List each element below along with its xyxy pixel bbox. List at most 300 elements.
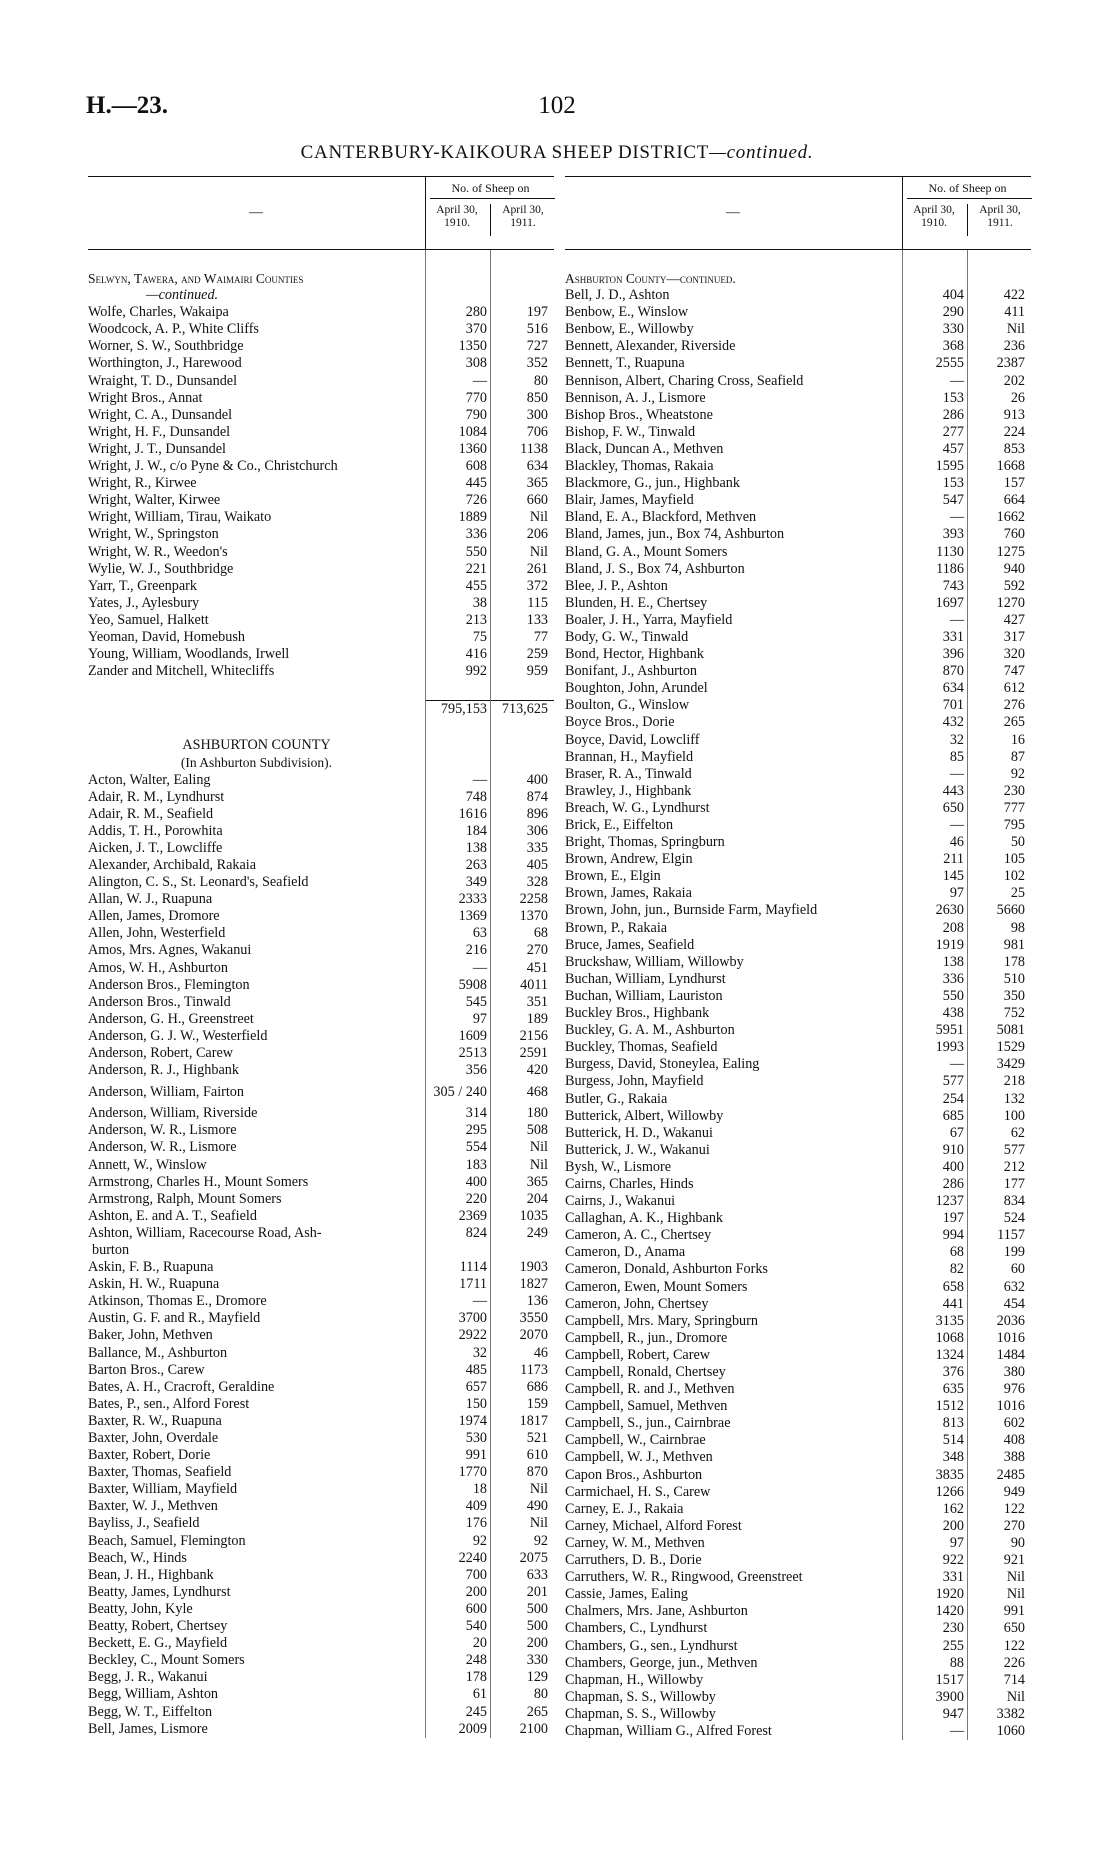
sheep-1911: 1275 (996, 543, 1025, 560)
owner-name: ASHBURTON COUNTY (182, 737, 331, 754)
sheep-1911: 92 (533, 1532, 548, 1549)
owner-name: Chambers, George, jun., Methven (565, 1654, 758, 1671)
owner-name: Armstrong, Charles H., Mount Somers (88, 1173, 309, 1190)
owner-name: Amos, Mrs. Agnes, Wakanui (88, 942, 252, 959)
owner-name: Wright, W. R., Weedon's (88, 543, 228, 560)
owner-name: Allan, W. J., Ruapuna (88, 891, 213, 908)
sheep-1910: 400 (465, 1173, 487, 1190)
sheep-1911: 1173 (520, 1361, 548, 1378)
owner-name: Beckett, E. G., Mayfield (88, 1635, 228, 1652)
owner-name: Buckley Bros., Highbank (565, 1005, 710, 1022)
sheep-1911: 276 (1003, 697, 1025, 714)
sheep-1911: 612 (1003, 680, 1025, 697)
sheep-1911: 632 (1003, 1278, 1025, 1295)
sheep-1910: 183 (465, 1156, 487, 1173)
sheep-1911: 197 (526, 304, 548, 321)
sheep-1911: 365 (526, 1173, 548, 1190)
owner-name: Worner, S. W., Southbridge (88, 338, 244, 355)
sheep-1911: 777 (1003, 799, 1025, 816)
table-row (88, 908, 554, 925)
sheep-1910: — (949, 1722, 964, 1739)
sheep-1910: 46 (949, 834, 964, 851)
table-row (565, 595, 1031, 612)
sheep-1911: 602 (1003, 1415, 1025, 1432)
sheep-1910: 658 (942, 1278, 964, 1295)
owner-name: Bond, Hector, Highbank (565, 646, 704, 663)
sheep-1910: 68 (949, 1244, 964, 1261)
sheep-count-label: No. of Sheep on (928, 181, 1007, 195)
sheep-1911: 747 (1003, 663, 1025, 680)
sheep-1910: 88 (949, 1654, 964, 1671)
owner-name: Wright, C. A., Dunsandel (88, 406, 233, 423)
sheep-1910: 280 (465, 304, 487, 321)
table-row (565, 1210, 1031, 1227)
sheep-1910: 32 (949, 731, 964, 748)
section-heading (88, 737, 554, 754)
owner-name: Yeo, Samuel, Halkett (88, 611, 209, 628)
sheep-1910: 514 (942, 1432, 964, 1449)
sheep-1910: 600 (465, 1600, 487, 1617)
column-divider (425, 250, 426, 1738)
table-row (565, 1142, 1031, 1159)
sheep-1911 (490, 1242, 554, 1259)
column-divider (967, 250, 968, 1740)
sheep-1911: Nil (1006, 1688, 1025, 1705)
owner-name: Allen, James, Dromore (88, 908, 220, 925)
table-row (88, 1028, 554, 1045)
sheep-1910: 404 (942, 287, 964, 304)
sheep-1910: 2630 (935, 902, 964, 919)
sheep-1910: 349 (465, 874, 487, 891)
sheep-1910: 1770 (458, 1464, 487, 1481)
table-row (88, 1601, 554, 1618)
sheep-1910: 393 (942, 526, 964, 543)
table-row (565, 1672, 1031, 1689)
sheep-1910: — (472, 771, 487, 788)
table-row (88, 1079, 554, 1105)
sheep-1911: 850 (526, 389, 548, 406)
sheep-1910: 2369 (458, 1207, 487, 1224)
sheep-1911 (490, 737, 554, 754)
table-row (88, 544, 554, 561)
owner-name: Begg, J. R., Wakanui (88, 1669, 208, 1686)
owner-name: Wright, R., Kirwee (88, 475, 197, 492)
owner-name: Bennett, Alexander, Riverside (565, 338, 736, 355)
sheep-1911: 90 (1010, 1534, 1025, 1551)
table-row (88, 1515, 554, 1532)
owner-name: Wright, William, Tirau, Waikato (88, 509, 272, 526)
sheep-1910: 540 (465, 1618, 487, 1635)
table-row (88, 355, 554, 372)
sheep-1910: 870 (942, 663, 964, 680)
owner-name: Anderson, G. J. W., Westerfield (88, 1027, 268, 1044)
sheep-1910: 286 (942, 1175, 964, 1192)
sheep-1910: 5908 (458, 976, 487, 993)
owner-name: Baxter, Robert, Dorie (88, 1447, 211, 1464)
table-row (88, 1721, 554, 1738)
owner-name: Begg, W. T., Eiffelton (88, 1703, 213, 1720)
table-row (88, 874, 554, 891)
sheep-1911: 352 (526, 355, 548, 372)
sheep-1911: 270 (1003, 1517, 1025, 1534)
table-row (565, 817, 1031, 834)
sheep-1911: 1529 (996, 1039, 1025, 1056)
table-row (88, 526, 554, 543)
table-row (565, 509, 1031, 526)
sheep-1911: 3429 (996, 1056, 1025, 1073)
owner-name: Buckley, Thomas, Seafield (565, 1039, 718, 1056)
sheep-1910: 2009 (458, 1720, 487, 1737)
table-row (88, 1686, 554, 1703)
sheep-1910: 18 (472, 1481, 487, 1498)
sheep-1911: 100 (1003, 1107, 1025, 1124)
sheep-1910: 305 / 240 (433, 1084, 487, 1101)
sheep-1910: 254 (942, 1090, 964, 1107)
sheep-1910: 813 (942, 1415, 964, 1432)
table-row (88, 1191, 554, 1208)
table-row (565, 407, 1031, 424)
table-row (88, 789, 554, 806)
sheep-1910: 97 (472, 1010, 487, 1027)
sheep-1910: 1420 (935, 1603, 964, 1620)
owner-name: Ashton, William, Racecourse Road, Ash- (88, 1224, 322, 1241)
owner-name: Anderson, W. R., Lismore (88, 1122, 237, 1139)
owner-name: Blunden, H. E., Chertsey (565, 594, 708, 611)
table-row (88, 1533, 554, 1550)
owner-name: Butterick, H. D., Wakanui (565, 1124, 713, 1141)
sheep-1910: 150 (465, 1395, 487, 1412)
owner-name: Wright Bros., Annat (88, 389, 203, 406)
owner-name: Cameron, Donald, Ashburton Forks (565, 1261, 768, 1278)
right-column (565, 176, 1031, 1740)
owner-name: Campbell, Samuel, Methven (565, 1398, 728, 1415)
table-row (88, 1481, 554, 1498)
owner-name: Carney, E. J., Rakaia (565, 1500, 684, 1517)
sheep-1910: 1068 (935, 1329, 964, 1346)
owner-name: Atkinson, Thomas E., Dromore (88, 1293, 267, 1310)
sheep-1911: 2258 (519, 891, 548, 908)
sheep-1910: 3135 (935, 1312, 964, 1329)
owner-name: Butler, G., Rakaia (565, 1090, 668, 1107)
owner-name: Campbell, W. J., Methven (565, 1449, 713, 1466)
owner-name: Chapman, S. S., Willowby (565, 1705, 716, 1722)
table-row (88, 1396, 554, 1413)
sheep-1910: 85 (949, 748, 964, 765)
table-row (565, 1501, 1031, 1518)
sheep-1911: 949 (1003, 1483, 1025, 1500)
sheep-1911: 350 (1003, 987, 1025, 1004)
left-column (88, 176, 554, 1738)
owner-name: Carruthers, W. R., Ringwood, Greenstreet (565, 1569, 803, 1586)
sheep-1910: 138 (942, 953, 964, 970)
table-row (565, 1261, 1031, 1278)
sheep-1911: Nil (529, 1515, 548, 1532)
sheep-1910: 1609 (458, 1027, 487, 1044)
sheep-1910: 277 (942, 423, 964, 440)
column-divider (490, 250, 491, 1738)
sheep-1911: 1138 (520, 440, 548, 457)
sheep-1911: 46 (533, 1344, 548, 1361)
sheep-1910: 3700 (458, 1310, 487, 1327)
owner-name: Campbell, Mrs. Mary, Springburn (565, 1312, 758, 1329)
table-row (88, 509, 554, 526)
owner-name: Buchan, William, Lauriston (565, 987, 723, 1004)
sheep-1910: 230 (942, 1620, 964, 1637)
sheep-1910: 290 (942, 304, 964, 321)
owner-name: Addis, T. H., Porowhita (88, 822, 223, 839)
sheep-1910: 910 (942, 1141, 964, 1158)
table-row (565, 1296, 1031, 1313)
table-row (565, 954, 1031, 971)
sheep-1911: 633 (526, 1566, 548, 1583)
sheep-1910: 211 (943, 851, 964, 868)
owner-name: Bishop, F. W., Tinwald (565, 423, 696, 440)
sheep-1910: 162 (942, 1500, 964, 1517)
sheep-1911: 115 (527, 594, 548, 611)
owner-name: Butterick, Albert, Willowby (565, 1107, 724, 1124)
sheep-1910: 1369 (458, 908, 487, 925)
page-title (0, 142, 1114, 164)
sheep-1910: 336 (942, 970, 964, 987)
owner-name: Cassie, James, Ealing (565, 1586, 688, 1603)
sheep-1911: 874 (526, 788, 548, 805)
sheep-1911: 427 (1003, 611, 1025, 628)
owner-name: Ballance, M., Ashburton (88, 1344, 228, 1361)
owner-name: Campbell, Robert, Carew (565, 1346, 710, 1363)
sheep-1911: 1668 (996, 458, 1025, 475)
sheep-1910: 221 (465, 560, 487, 577)
header-rule (430, 198, 555, 199)
table-row (565, 441, 1031, 458)
owner-name (88, 700, 425, 717)
owner-name: Bysh, W., Lismore (565, 1158, 672, 1175)
table-row (88, 1430, 554, 1447)
table-row (88, 1310, 554, 1327)
sheep-1910: 1697 (935, 594, 964, 611)
owner-name: Cameron, John, Chertsey (565, 1295, 709, 1312)
sheep-1911: Nil (529, 1139, 548, 1156)
owner-name: Bayliss, J., Seafield (88, 1515, 200, 1532)
table-row (88, 1379, 554, 1396)
owner-name: Carney, Michael, Alford Forest (565, 1517, 742, 1534)
table-row (565, 1655, 1031, 1672)
sheep-1911: 133 (526, 611, 548, 628)
table-row (565, 1569, 1031, 1586)
sheep-1910: — (949, 765, 964, 782)
sheep-1911: 2100 (519, 1720, 548, 1737)
owner-name: Bland, J. S., Box 74, Ashburton (565, 560, 745, 577)
owner-name: Carney, W. M., Methven (565, 1534, 705, 1551)
table-row (88, 1293, 554, 1310)
table-row (88, 1635, 554, 1652)
owner-name: Baxter, Thomas, Seafield (88, 1464, 232, 1481)
sheep-1910: 650 (942, 799, 964, 816)
owner-name: Baxter, R. W., Ruapuna (88, 1412, 222, 1429)
year-1910-header: April 30, 1910. (913, 204, 955, 229)
sheep-1911: 132 (1003, 1090, 1025, 1107)
sheep-1911: Nil (529, 1481, 548, 1498)
sheep-1910: 547 (942, 492, 964, 509)
sheep-1911: 365 (526, 475, 548, 492)
table-row (88, 823, 554, 840)
table-row (565, 1193, 1031, 1210)
sheep-1911: 249 (526, 1224, 548, 1241)
sheep-1911: 102 (1003, 868, 1025, 885)
sheep-1910: 348 (942, 1449, 964, 1466)
table-row (88, 960, 554, 977)
sheep-1910: 634 (942, 680, 964, 697)
header-rule (907, 198, 1032, 199)
sheep-1910 (902, 270, 967, 287)
sheep-1911: 451 (526, 959, 548, 976)
sheep-1911: 62 (1010, 1124, 1025, 1141)
table-row (565, 1706, 1031, 1723)
sheep-1910: 2333 (458, 891, 487, 908)
table-row (565, 1244, 1031, 1261)
owner-name: Bell, J. D., Ashton (565, 287, 670, 304)
sheep-1910: — (949, 1056, 964, 1073)
owner-name: Brawley, J., Highbank (565, 782, 692, 799)
sheep-1911: 706 (526, 423, 548, 440)
table-row (88, 338, 554, 355)
owner-name: Yates, J., Aylesbury (88, 594, 200, 611)
owner-name: Bruckshaw, William, Willowby (565, 953, 744, 970)
table-row (88, 840, 554, 857)
sheep-1910: 635 (942, 1381, 964, 1398)
table-row (88, 1704, 554, 1721)
sheep-1910: 554 (465, 1139, 487, 1156)
table-row (565, 680, 1031, 697)
owner-name: Blackley, Thomas, Rakaia (565, 458, 714, 475)
table-row (88, 612, 554, 629)
table-row (565, 578, 1031, 595)
sheep-1910: 726 (465, 492, 487, 509)
sheep-1911: 1484 (996, 1346, 1025, 1363)
sheep-1911: 212 (1003, 1158, 1025, 1175)
table-row (565, 1398, 1031, 1415)
sheep-1911: 317 (1003, 628, 1025, 645)
sheep-1910: 608 (465, 458, 487, 475)
section-heading (88, 287, 554, 304)
table-row (565, 612, 1031, 629)
sheep-1910: 330 (942, 321, 964, 338)
table-row (88, 578, 554, 595)
sheep-1911: 351 (526, 993, 548, 1010)
sheep-1911: 1370 (519, 908, 548, 925)
owner-name: Alexander, Archibald, Rakaia (88, 857, 257, 873)
sheep-1911: 270 (526, 942, 548, 959)
sheep-1911: 1035 (519, 1207, 548, 1224)
owner-name: (In Ashburton Subdivision). (180, 755, 333, 771)
sheep-1911: 177 (1003, 1175, 1025, 1192)
sheep-1910: 75 (472, 628, 487, 645)
table-row (88, 1327, 554, 1344)
page-id: H.—23. (86, 92, 168, 119)
sheep-1911: Nil (1006, 321, 1025, 338)
sheep-1911: 204 (526, 1190, 548, 1207)
sheep-1910: 38 (472, 594, 487, 611)
table-row (565, 988, 1031, 1005)
sheep-1910: 824 (465, 1224, 487, 1241)
owner-name: Beatty, John, Kyle (88, 1600, 193, 1617)
row-spacer (88, 250, 554, 270)
sheep-1910: 5951 (935, 1022, 964, 1039)
owner-name: Ashburton County—continued. (565, 271, 736, 286)
sheep-1911: 265 (1003, 714, 1025, 731)
table-row (88, 304, 554, 321)
owner-name: Baxter, William, Mayfield (88, 1481, 238, 1498)
table-row (565, 749, 1031, 766)
sheep-1911: 896 (526, 805, 548, 822)
owner-name: Bishop Bros., Wheatstone (565, 406, 713, 423)
owner-name: Bates, P., sen., Alford Forest (88, 1395, 250, 1412)
sheep-1911: 206 (526, 526, 548, 543)
owner-name: Beach, Samuel, Flemington (88, 1532, 246, 1549)
sheep-1911: 5660 (996, 902, 1025, 919)
sheep-1910: — (472, 959, 487, 976)
owner-name: Chalmers, Mrs. Jane, Ashburton (565, 1603, 748, 1620)
owner-name: Yeoman, David, Homebush (88, 628, 245, 645)
sheep-1910: 545 (465, 993, 487, 1010)
sheep-1911: 2070 (519, 1327, 548, 1344)
owner-column-header: — (249, 205, 263, 220)
owner-name: Alington, C. S., St. Leonard's, Seafield (88, 874, 309, 891)
page-number: 102 (538, 92, 576, 119)
table-row (565, 1552, 1031, 1569)
table-row (565, 561, 1031, 578)
sheep-1910: 97 (949, 1534, 964, 1551)
sheep-1911: 610 (526, 1447, 548, 1464)
sheep-1910: 1595 (935, 458, 964, 475)
table-row (88, 857, 554, 874)
owner-name: Askin, F. B., Ruapuna (88, 1259, 214, 1276)
table-row (88, 1208, 554, 1225)
sheep-1910: 197 (942, 1210, 964, 1227)
sheep-1911: 320 (1003, 646, 1025, 663)
sheep-1910: 178 (465, 1669, 487, 1686)
sheep-1910: 216 (465, 942, 487, 959)
sheep-1911: 921 (1003, 1552, 1025, 1569)
owner-name: Barton Bros., Carew (88, 1361, 205, 1378)
table-row (565, 1467, 1031, 1484)
sheep-1910: 438 (942, 1005, 964, 1022)
sheep-1910: 743 (942, 577, 964, 594)
sheep-1911: 405 (526, 857, 548, 873)
table-row (88, 1157, 554, 1174)
owner-name: Brown, Andrew, Elgin (565, 851, 693, 868)
owner-name: Cairns, Charles, Hinds (565, 1175, 694, 1192)
table-row (565, 1125, 1031, 1142)
sheep-1911: 959 (526, 663, 548, 680)
sheep-1911: 1817 (519, 1412, 548, 1429)
sheep-1911: 592 (1003, 577, 1025, 594)
owner-name: Chambers, G., sen., Lyndhurst (565, 1637, 738, 1654)
sheep-1910: 1919 (935, 936, 964, 953)
sheep-1910: 20 (472, 1635, 487, 1652)
sheep-1911: 2156 (519, 1027, 548, 1044)
section-heading (565, 270, 1031, 287)
table-row (565, 1056, 1031, 1073)
table-row (565, 1022, 1031, 1039)
owner-name: Chapman, S. S., Willowby (565, 1688, 716, 1705)
sheep-1911: 422 (1003, 287, 1025, 304)
sheep-1910: — (949, 611, 964, 628)
table-row (565, 526, 1031, 543)
sheep-1910: 1130 (936, 543, 964, 560)
table-row (88, 390, 554, 407)
table-row (565, 475, 1031, 492)
owner-name: Wright, W., Springston (88, 526, 219, 543)
